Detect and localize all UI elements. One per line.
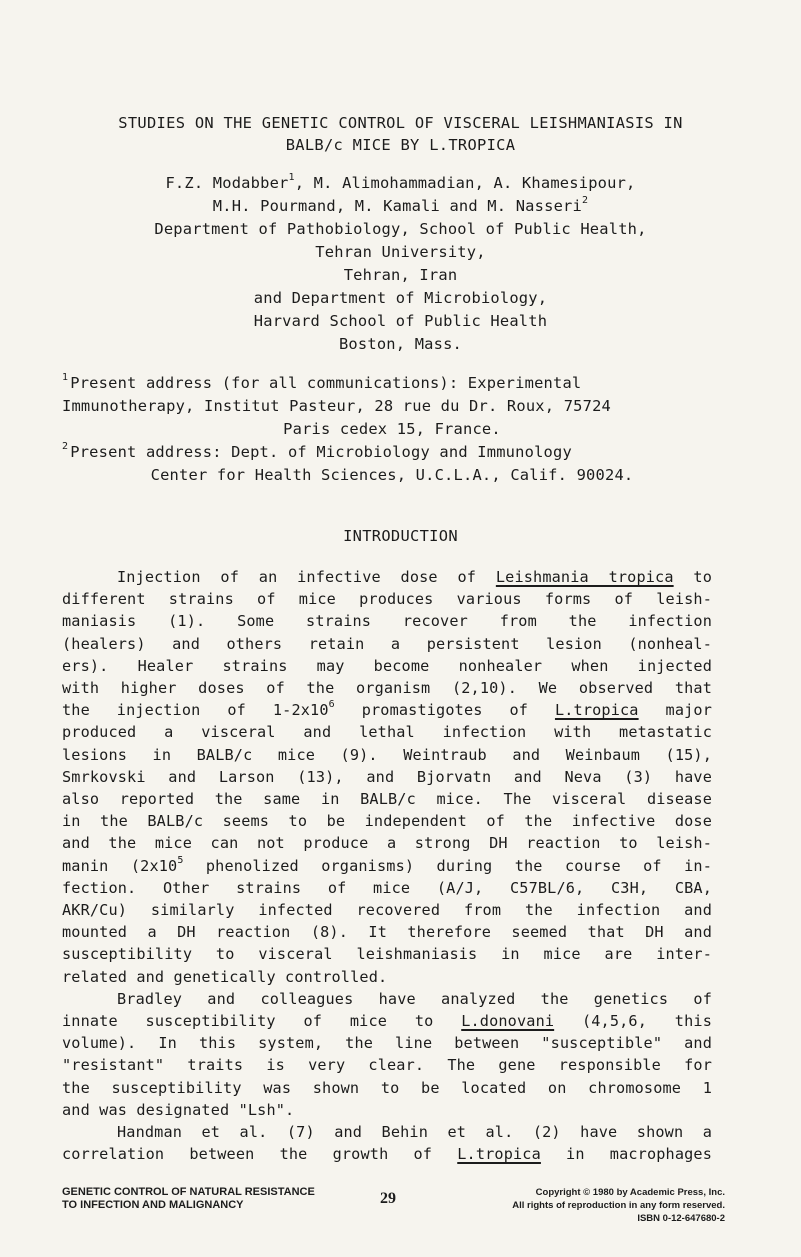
footer-text: TO INFECTION AND MALIGNANCY [62,1199,244,1211]
footnote-1-line-3: Paris cedex 15, France. [283,420,501,438]
footnote-ref: 1 [288,171,295,183]
text-line: the susceptibility was shown to be located on chromosome 1 [62,1078,712,1097]
affiliation-line: Department of Pathobiology, School of Public Health, [154,220,647,238]
affiliation-line: and Department of Microbiology, [253,289,548,307]
text-line: with higher doses of the organism (2,10). We observed that [62,679,712,698]
text-line: susceptibility to visceral leishmaniasis in mice are inter- [62,945,712,964]
text-line: Injection of an infective dose of Leishmania tropica to [117,568,712,586]
author-text: M.H. Pourmand, M. Kamali and M. Nasseri [212,197,582,215]
affiliation-line: Tehran University, [315,243,486,261]
footnote-text: Present address: Dept. of Microbiology and Immunology [70,443,572,461]
text-line: (healers) and others retain a persistent lesion (nonheal- [62,634,712,653]
title-line-1: STUDIES ON THE GENETIC CONTROL OF VISCERAL LEISHMANIASIS IN [118,114,683,132]
species-name: Leishmania tropica [495,568,674,586]
text-line: correlation between the growth of L.tropica in macrophages [62,1145,713,1164]
text-line: different strains of mice produces various forms of leish- [62,590,712,609]
text-line: also reported the same in BALB/c mice. The visceral disease [62,790,712,809]
page-number: 29 [380,1190,396,1207]
species-name: L.tropica [457,1145,541,1164]
text-line: "resistant" traits is very clear. The gene responsible for [62,1056,712,1075]
text-line: Bradley and colleagues have analyzed the genetics of [117,989,712,1008]
footnote-1-line-2: Immunotherapy, Institut Pasteur, 28 rue du Dr. Roux, 75724 [62,397,612,415]
text-line: Handman et al. (7) and Behin et al. (2) have shown a [117,1123,712,1142]
footer-text: Copyright © 1980 by Academic Press, Inc. [535,1187,725,1198]
paper-title [40,112,761,156]
affiliation-line: Tehran, Iran [343,266,458,284]
footnote-text: Present address (for all communications): Experimental [70,374,582,392]
authors-line-2 [40,195,761,218]
text-line: produced a visceral and lethal infection with metastatic [62,723,712,742]
text-line: lesions in BALB/c mice (9). Weintraub and Weinbaum (15), [62,745,712,764]
text-line: mounted a DH reaction (8). It therefore seemed that DH and [62,923,712,942]
text-line: Smrkovski and Larson (13), and Bjorvatn and Neva (3) have [62,767,712,786]
species-name: L.tropica [554,701,639,720]
species-name: L.donovani [461,1012,555,1031]
author-block [40,172,761,356]
footnote-1-line-1 [62,372,722,395]
text-line: related and genetically controlled. [62,967,388,986]
text-line: volume). In this system, the line between "susceptible" and [62,1034,712,1053]
text-line: manin ($2x10^5$ phenolized organisms) during the course of in- [62,854,712,875]
footnote-2-line-2: Center for Health Sciences, U.C.L.A., Calif. 90024. [150,466,634,484]
footer-copyright [512,1186,725,1225]
footnote-ref: 2 [581,194,589,206]
title-line-2: BALB/c MICE BY L.TROPICA [285,136,516,154]
text-line: and was designated "Lsh". [62,1100,295,1119]
author-text: F.Z. Modabber [165,174,289,192]
exponent: 6 [328,699,335,711]
author-text: , M. Alimohammadian, A. Khamesipour, [294,174,636,192]
footer-text: ISBN 0-12-647680-2 [637,1213,725,1224]
text-line: maniasis (1). Some strains recover from the infection [62,612,712,631]
affiliation-line: Harvard School of Public Health [253,312,548,330]
footnote-mark: 1 [62,372,69,383]
text-line: ers). Healer strains may become nonhealer when injected [62,656,712,675]
footer-series-title [62,1186,315,1212]
text-line: innate susceptibility of mice to L.donovani (4,5,6, this [62,1012,712,1031]
text-line: fection. Other strains of mice (A/J, C57BL/6, C3H, CBA, [62,878,712,897]
exponent: 5 [177,854,184,866]
footnote-mark: 2 [62,441,69,452]
footer-text: GENETIC CONTROL OF NATURAL RESISTANCE [62,1186,315,1198]
footer-text: All rights of reproduction in any form reserved. [512,1200,725,1211]
authors-line-1 [40,172,761,195]
footnotes [62,372,722,487]
text-line: in the BALB/c seems to be independent of the infective dose [62,812,712,831]
text-line: the injection of $1-2x10^6$ promastigotes of L.tropica major [62,699,712,720]
section-heading: INTRODUCTION [343,527,458,545]
text-line: AKR/Cu) similarly infected recovered from the infection and [62,901,712,920]
text-line: and the mice can not produce a strong DH reaction to leish- [62,834,712,853]
affiliation-line: Boston, Mass. [338,335,463,353]
body-text [62,566,712,1165]
footnote-2-line-1 [62,441,722,464]
